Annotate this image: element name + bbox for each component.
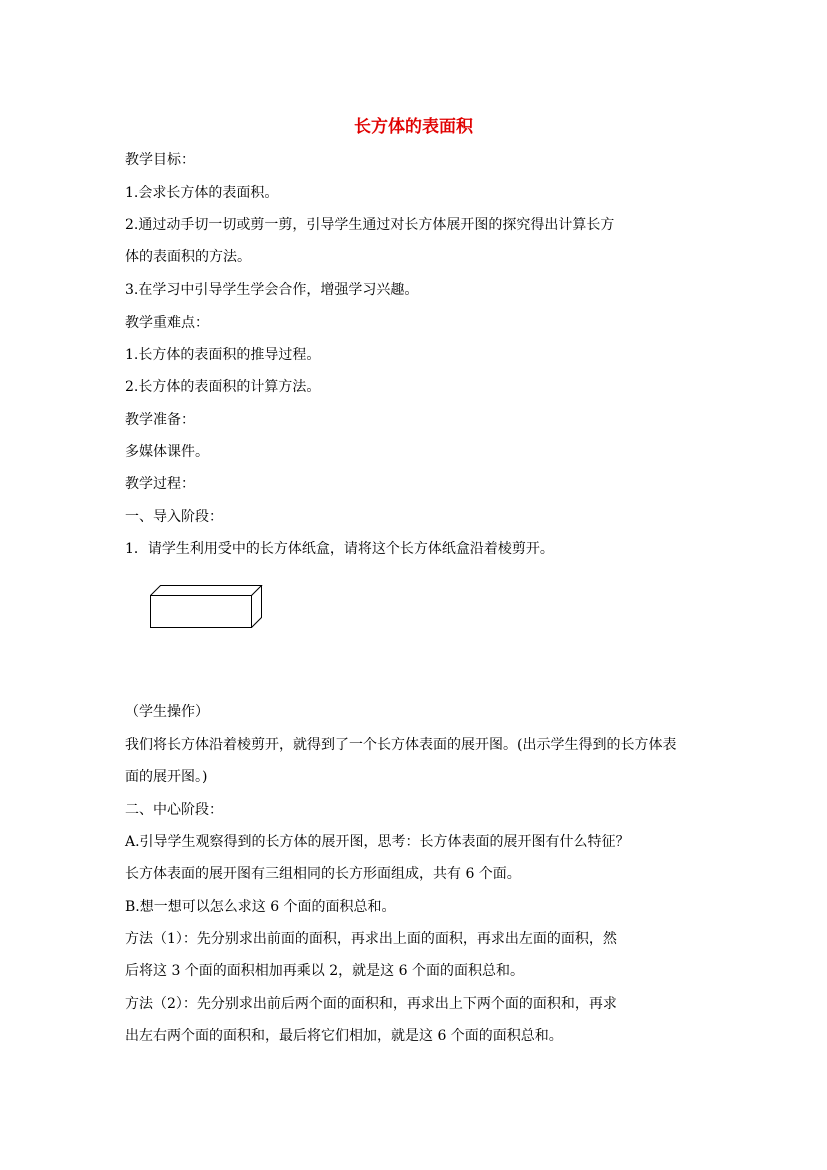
method-2: 方法（2）：先分别求出前后两个面的面积和，再求出上下两个面的面积和，再求 bbox=[125, 996, 617, 1012]
intro-step-1: 1．请学生利用受中的长方体纸盒，请将这个长方体纸盒沿着棱剪开。 bbox=[125, 541, 554, 557]
goal-item-2-continued: 体的表面积的方法。 bbox=[125, 249, 251, 265]
cuboid-figure bbox=[148, 585, 268, 630]
student-operation-note: （学生操作） bbox=[125, 704, 209, 720]
method-1-continued: 后将这 3 个面的面积相加再乘以 2，就是这 6 个面的面积总和。 bbox=[125, 963, 524, 979]
goal-item-3: 3.在学习中引导学生学会合作，增强学习兴趣。 bbox=[125, 282, 419, 298]
document-title: 长方体的表面积 bbox=[354, 117, 473, 137]
center-step-a-answer: 长方体表面的展开图有三组相同的长方形面组成，共有 6 个面。 bbox=[125, 866, 521, 882]
method-2-continued: 出左右两个面的面积和，最后将它们相加，就是这 6 个面的面积总和。 bbox=[125, 1028, 563, 1044]
intro-paragraph-continued: 面的展开图。) bbox=[125, 769, 208, 785]
section-heading-preparation: 教学准备： bbox=[125, 412, 195, 428]
goal-item-1: 1.会求长方体的表面积。 bbox=[125, 185, 279, 201]
key-point-2: 2.长方体的表面积的计算方法。 bbox=[125, 379, 321, 395]
goal-item-2: 2.通过动手切一切或剪一剪，引导学生通过对长方体展开图的探究得出计算长方 bbox=[125, 217, 615, 233]
section-heading-key-points: 教学重难点： bbox=[125, 315, 209, 331]
key-point-1: 1.长方体的表面积的推导过程。 bbox=[125, 347, 321, 363]
stage-heading-intro: 一、导入阶段： bbox=[125, 509, 223, 525]
section-heading-goals: 教学目标： bbox=[125, 152, 195, 168]
center-step-a: A.引导学生观察得到的长方体的展开图，思考：长方体表面的展开图有什么特征？ bbox=[125, 834, 630, 850]
stage-heading-center: 二、中心阶段： bbox=[125, 802, 223, 818]
section-heading-process: 教学过程： bbox=[125, 476, 195, 492]
center-step-b: B.想一想可以怎么求这 6 个面的面积总和。 bbox=[125, 899, 396, 915]
intro-paragraph: 我们将长方体沿着棱剪开，就得到了一个长方体表面的展开图。(出示学生得到的长方体表 bbox=[125, 737, 677, 753]
preparation-item: 多媒体课件。 bbox=[125, 444, 209, 460]
method-1: 方法（1）：先分别求出前面的面积，再求出上面的面积，再求出左面的面积，然 bbox=[125, 931, 617, 947]
